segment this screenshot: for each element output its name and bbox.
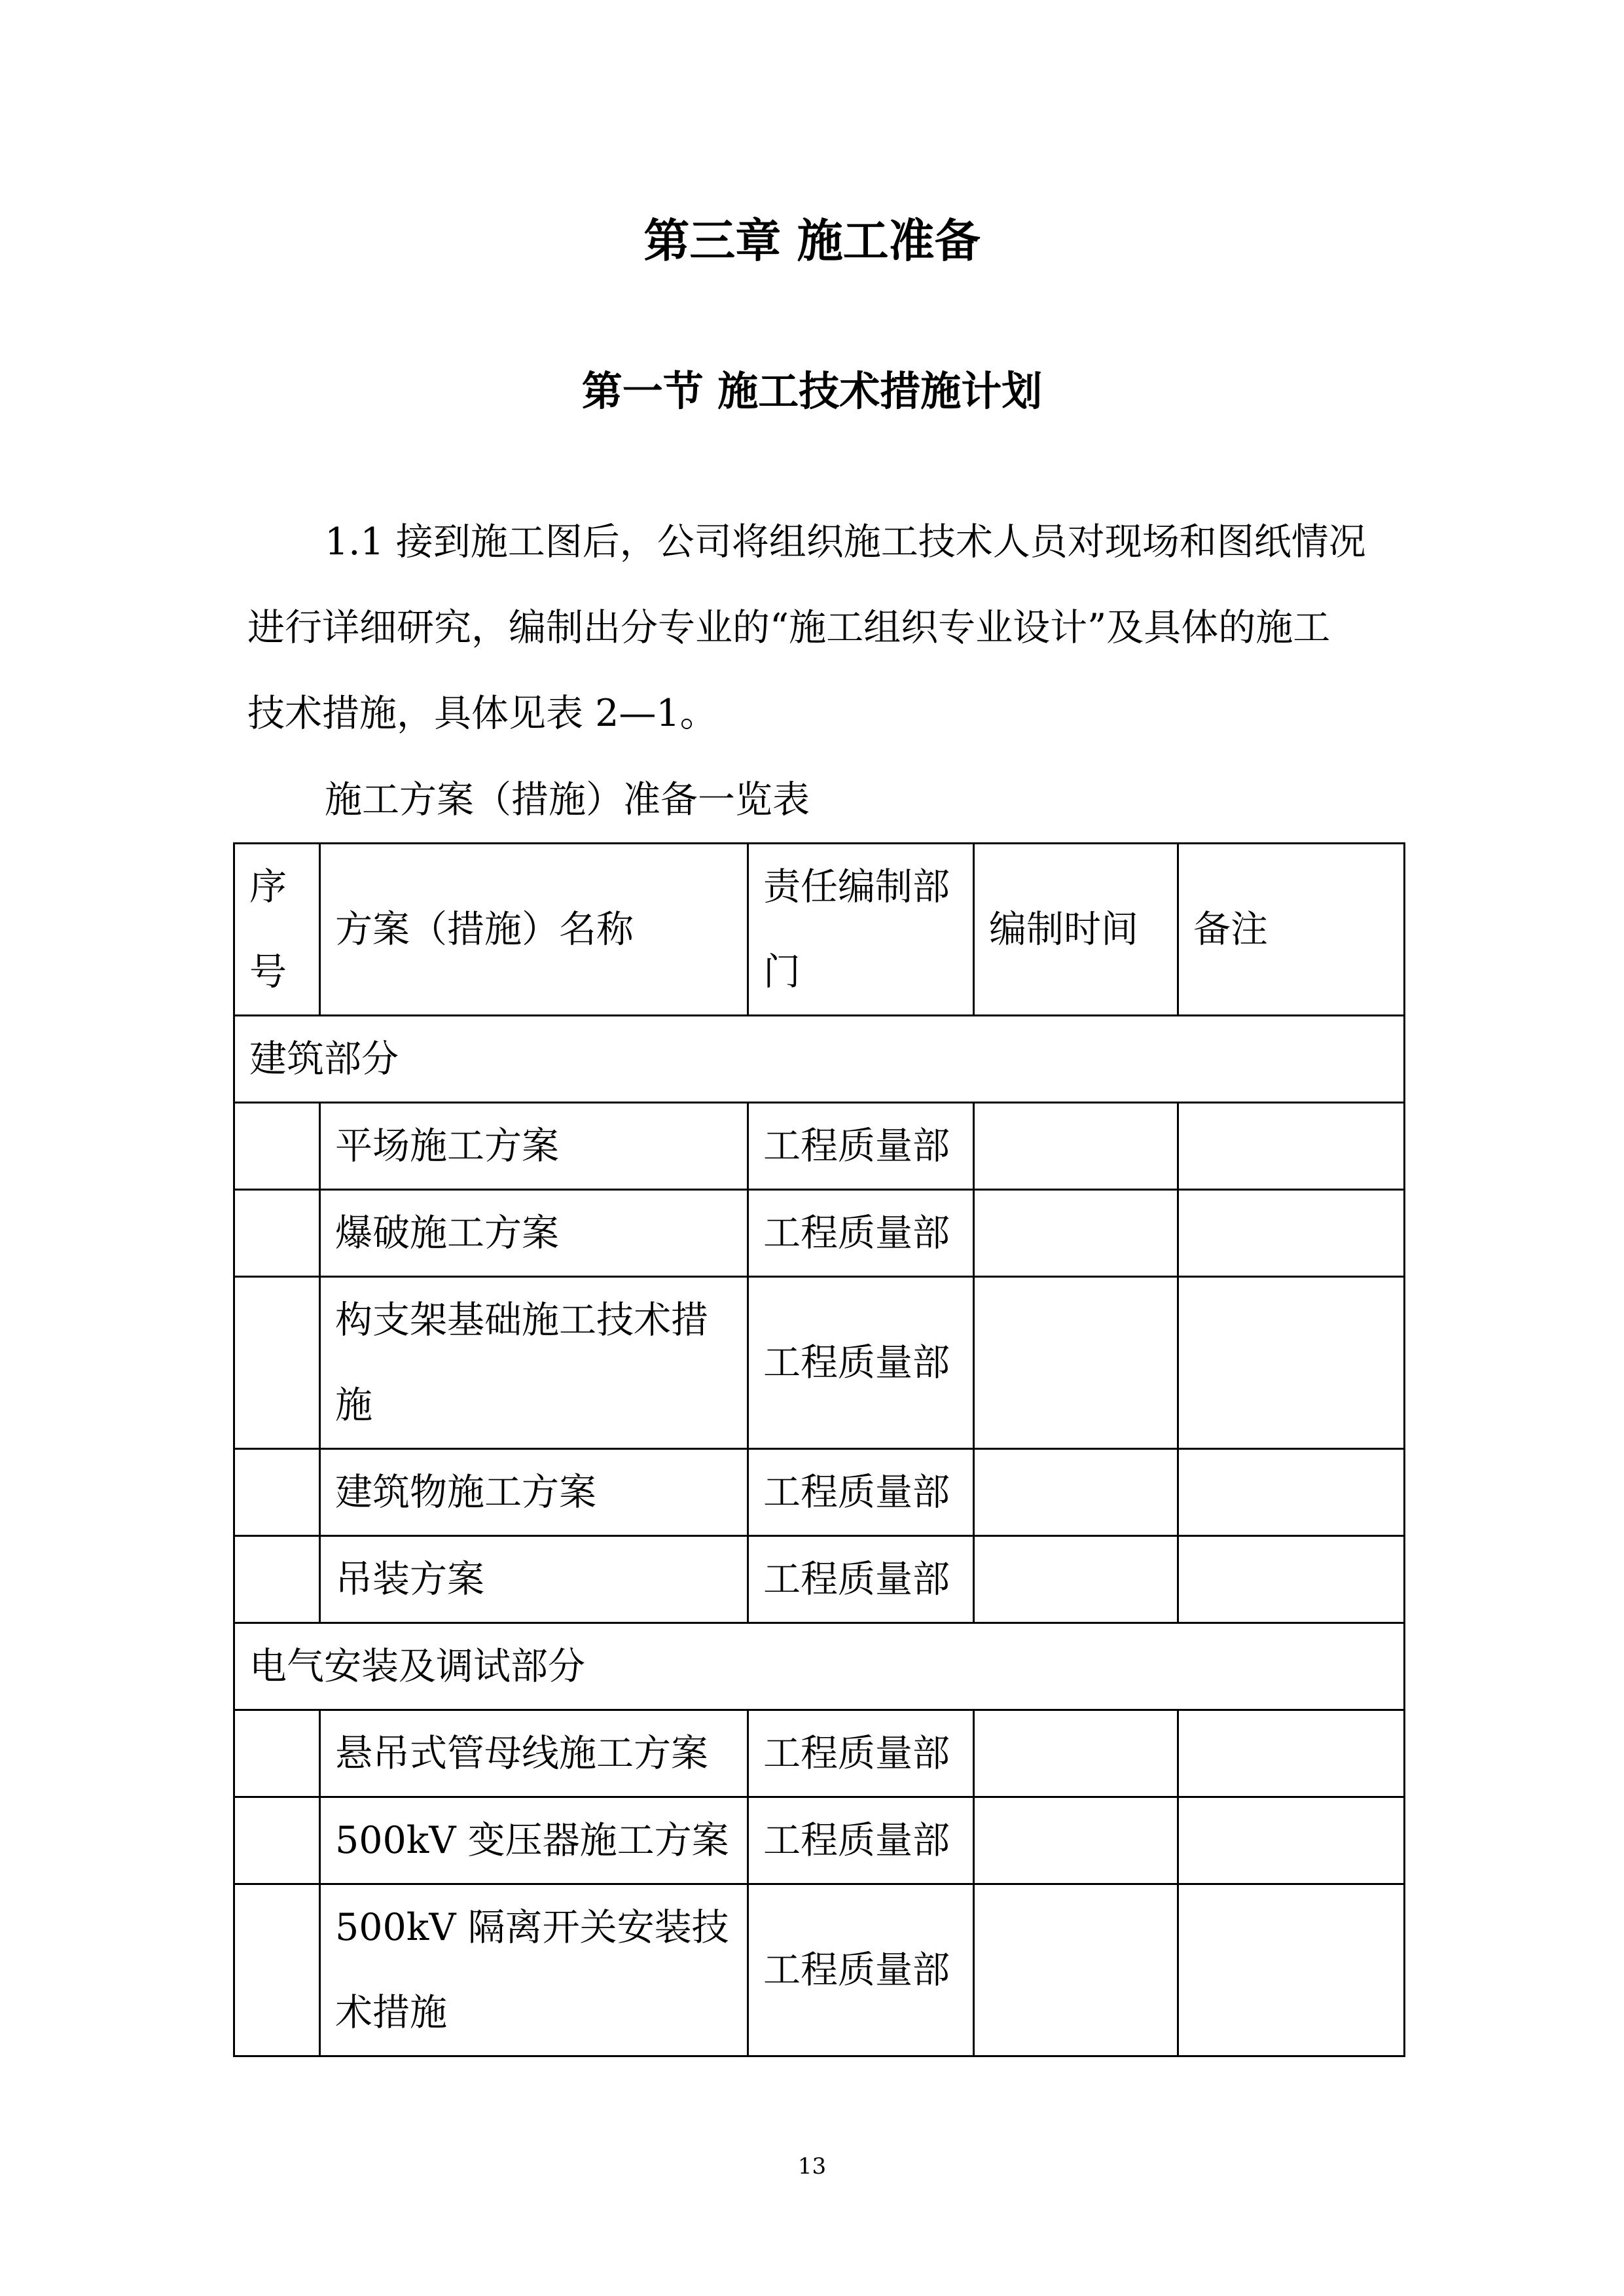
cell-no bbox=[234, 1449, 320, 1536]
cell-name: 构支架基础施工技术措施 bbox=[320, 1277, 748, 1449]
table-row bbox=[234, 1710, 1405, 1797]
header-no: 序号 bbox=[234, 844, 320, 1016]
cell-no bbox=[234, 1277, 320, 1449]
cell-note bbox=[1178, 1449, 1405, 1536]
cell-time bbox=[974, 1884, 1178, 2056]
paragraph-line: 技术措施，具体见表 2—1。 bbox=[247, 692, 717, 735]
table-row bbox=[234, 1797, 1405, 1884]
cell-note bbox=[1178, 1190, 1405, 1277]
cell-name: 吊装方案 bbox=[320, 1536, 748, 1623]
cell-no bbox=[234, 1710, 320, 1797]
cell-note bbox=[1178, 1277, 1405, 1449]
group-row bbox=[234, 1016, 1405, 1103]
cell-no bbox=[234, 1190, 320, 1277]
section-title: 第一节 施工技术措施计划 bbox=[581, 367, 1043, 415]
cell-no bbox=[234, 1536, 320, 1623]
cell-time bbox=[974, 1103, 1178, 1190]
cell-dept: 工程质量部 bbox=[748, 1103, 974, 1190]
cell-name: 平场施工方案 bbox=[320, 1103, 748, 1190]
cell-no bbox=[234, 1797, 320, 1884]
group-title: 建筑部分 bbox=[234, 1016, 1405, 1103]
table-row bbox=[234, 1536, 1405, 1623]
cell-dept: 工程质量部 bbox=[748, 1536, 974, 1623]
cell-time bbox=[974, 1277, 1178, 1449]
cell-dept: 工程质量部 bbox=[748, 1797, 974, 1884]
group-title: 电气安装及调试部分 bbox=[234, 1623, 1405, 1710]
cell-no bbox=[234, 1884, 320, 2056]
header-dept: 责任编制部门 bbox=[748, 844, 974, 1016]
table-row bbox=[234, 1190, 1405, 1277]
cell-note bbox=[1178, 1103, 1405, 1190]
table-row bbox=[234, 1103, 1405, 1190]
table-row bbox=[234, 1884, 1405, 2056]
cell-dept: 工程质量部 bbox=[748, 1449, 974, 1536]
cell-name: 爆破施工方案 bbox=[320, 1190, 748, 1277]
cell-note bbox=[1178, 1536, 1405, 1623]
paragraph-line: 1.1 接到施工图后，公司将组织施工技术人员对现场和图纸情况 bbox=[325, 520, 1366, 564]
table-caption: 施工方案（措施）准备一览表 bbox=[325, 778, 810, 821]
paragraph-line: 进行详细研究，编制出分专业的“施工组织专业设计”及具体的施工 bbox=[247, 606, 1331, 649]
cell-name: 500kV 变压器施工方案 bbox=[320, 1797, 748, 1884]
cell-dept: 工程质量部 bbox=[748, 1277, 974, 1449]
table-row bbox=[234, 1277, 1405, 1449]
plan-table bbox=[233, 842, 1405, 2057]
cell-name: 悬吊式管母线施工方案 bbox=[320, 1710, 748, 1797]
cell-dept: 工程质量部 bbox=[748, 1710, 974, 1797]
cell-name: 500kV 隔离开关安装技术措施 bbox=[320, 1884, 748, 2056]
body-paragraph bbox=[247, 517, 1399, 774]
table-header-row bbox=[234, 844, 1405, 1016]
header-note: 备注 bbox=[1178, 844, 1405, 1016]
cell-time bbox=[974, 1797, 1178, 1884]
page-number: 13 bbox=[797, 2153, 827, 2179]
cell-note bbox=[1178, 1710, 1405, 1797]
cell-dept: 工程质量部 bbox=[748, 1190, 974, 1277]
cell-note bbox=[1178, 1884, 1405, 2056]
cell-name: 建筑物施工方案 bbox=[320, 1449, 748, 1536]
cell-no bbox=[234, 1103, 320, 1190]
cell-note bbox=[1178, 1797, 1405, 1884]
chapter-title: 第三章 施工准备 bbox=[643, 213, 981, 268]
cell-time bbox=[974, 1449, 1178, 1536]
group-row bbox=[234, 1623, 1405, 1710]
cell-time bbox=[974, 1710, 1178, 1797]
table-row bbox=[234, 1449, 1405, 1536]
header-name: 方案（措施）名称 bbox=[320, 844, 748, 1016]
cell-time bbox=[974, 1190, 1178, 1277]
cell-dept: 工程质量部 bbox=[748, 1884, 974, 2056]
header-time: 编制时间 bbox=[974, 844, 1178, 1016]
cell-time bbox=[974, 1536, 1178, 1623]
